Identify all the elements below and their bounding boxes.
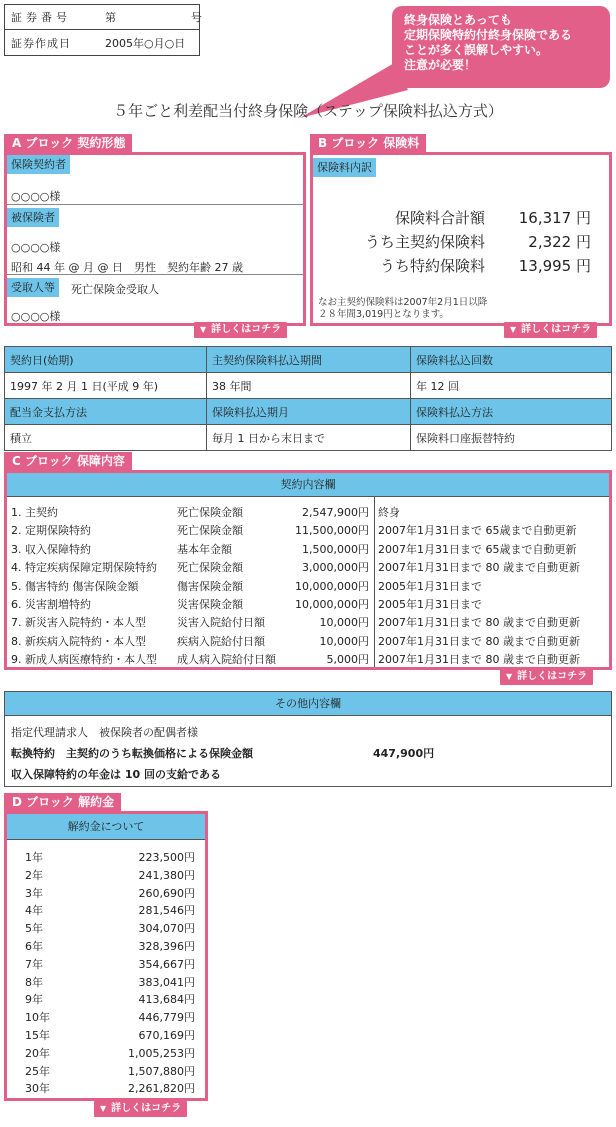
surrender-amount: 1,005,253円 (128, 1046, 195, 1060)
premium-row-label: うち特約保険料 (379, 257, 485, 275)
surrender-amount: 413,684円 (138, 993, 195, 1007)
surrender-amount: 354,667円 (138, 957, 195, 971)
callout-line: ことが多く誤解しやすい。 (404, 43, 549, 57)
table-cell: 毎月 1 日から末日まで (207, 425, 411, 451)
coverage-amount: 10,000,000円 (295, 579, 369, 593)
surrender-year: 6年 (25, 940, 43, 953)
income-rider-note: 収入保障特約の年金は 10 回の支給である (11, 768, 221, 781)
block-c-details-link[interactable] (500, 669, 593, 685)
certificate-date-row (5, 30, 199, 55)
surrender-year: 2年 (25, 868, 43, 882)
surrender-row (7, 1009, 205, 1026)
coverage-type: 傷害保険金額 (177, 579, 243, 593)
insured-section (7, 205, 303, 275)
coverage-name: 2. 定期保険特約 (11, 524, 91, 538)
surrender-row (7, 1045, 205, 1062)
callout-line: 定期保険特約付終身保険である (404, 28, 573, 42)
coverage-row (7, 594, 609, 612)
surrender-row (7, 991, 205, 1008)
premium-note-line: なお主契約保険料は2007年2月1日以降 (318, 297, 488, 308)
insured-label: 被保険者 (7, 208, 59, 227)
coverage-term: 2007年1月31日まで 80 歳まで自動更新 (378, 561, 580, 575)
certificate-number-label: 証券番号 (11, 11, 71, 24)
table-row (5, 399, 612, 425)
table-cell: 38 年間 (207, 373, 411, 399)
surrender-amount: 670,169円 (138, 1029, 195, 1042)
surrender-row (7, 885, 205, 902)
certificate-date-label: 証券作成日 (11, 36, 71, 50)
surrender-amount: 446,779円 (138, 1011, 195, 1025)
certificate-header (4, 4, 200, 56)
coverage-amount: 1,500,000円 (302, 542, 369, 556)
coverage-header: 契約内容欄 (7, 473, 609, 497)
surrender-amount: 260,690円 (138, 886, 195, 900)
surrender-year: 25年 (25, 1064, 50, 1078)
premium-total-row (313, 207, 609, 227)
insured-name: ○○○○様 (11, 241, 61, 254)
certificate-date-value: 2005年○月○日 (105, 36, 186, 50)
surrender-year: 30年 (25, 1082, 50, 1096)
surrender-amount: 281,546円 (138, 904, 195, 918)
table-cell: 1997 年 2 月 1 日(平成 9 年) (5, 373, 207, 399)
premium-row-value: 16,317 円 (518, 209, 591, 227)
certificate-number-row (5, 5, 202, 30)
premium-note (318, 297, 487, 321)
coverage-term: 2007年1月31日まで 65歳まで自動更新 (378, 542, 577, 556)
other-content-box (4, 691, 612, 787)
callout-line: 終身保険とあっても (404, 13, 512, 27)
surrender-year: 20年 (25, 1046, 50, 1060)
surrender-row (7, 1080, 205, 1097)
coverage-name: 7. 新災害入院特約・本人型 (11, 616, 146, 630)
surrender-row (7, 956, 205, 973)
table-cell: 年 12 回 (411, 373, 612, 399)
surrender-year: 10年 (25, 1011, 50, 1025)
coverage-name: 6. 災害割増特約 (11, 598, 91, 611)
coverage-row (7, 631, 609, 649)
surrender-amount: 328,396円 (138, 940, 195, 953)
block-d-label: D ブロック 解約金 (4, 793, 121, 811)
surrender-amount: 1,507,880円 (128, 1064, 195, 1078)
coverage-amount: 2,547,900円 (302, 506, 369, 519)
surrender-row (7, 938, 205, 955)
surrender-amount: 223,500円 (138, 851, 195, 864)
coverage-type: 死亡保険金額 (177, 524, 243, 538)
coverage-row (7, 502, 609, 520)
premium-row-label: うち主契約保険料 (364, 233, 485, 251)
warning-callout (392, 6, 610, 88)
coverage-name: 4. 特定疾病保障定期保険特約 (11, 561, 157, 575)
coverage-term: 2007年1月31日まで 80 歳まで自動更新 (378, 634, 580, 648)
details-link-label: 詳しくはコチラ (211, 324, 282, 335)
block-a-contract-form (4, 152, 306, 326)
block-d-details-link[interactable] (94, 1101, 187, 1117)
coverage-amount: 10,000円 (319, 616, 369, 630)
triangle-down-icon: ▼ (506, 672, 513, 681)
surrender-year: 8年 (25, 975, 43, 989)
beneficiary-type: 死亡保険金受取人 (71, 283, 159, 296)
surrender-header: 解約金について (7, 814, 205, 840)
surrender-amount: 241,380円 (138, 868, 195, 882)
triangle-down-icon: ▼ (100, 1104, 107, 1113)
triangle-down-icon: ▼ (510, 325, 517, 334)
table-header-cell: 主契約保険料払込期間 (207, 347, 411, 373)
coverage-name: 1. 主契約 (11, 506, 58, 519)
surrender-row (7, 1063, 205, 1080)
coverage-term: 2005年1月31日まで (378, 598, 482, 611)
table-header-cell: 保険料払込期月 (207, 399, 411, 425)
surrender-year: 5年 (25, 922, 43, 936)
block-b-label: B ブロック 保険料 (310, 134, 426, 152)
coverage-row (7, 539, 609, 557)
coverage-row (7, 612, 609, 630)
policyholder-name: ○○○○様 (11, 190, 61, 203)
table-header-cell: 配当金支払方法 (5, 399, 207, 425)
coverage-term: 2005年1月31日まで (378, 579, 482, 593)
document-title: ５年ごと利差配当付終身保険（ステップ保険料払込方式） (113, 102, 503, 120)
table-header-cell: 契約日(始期) (5, 347, 207, 373)
surrender-row (7, 974, 205, 991)
premium-main-row (313, 231, 609, 251)
certificate-number-go: 号 (191, 11, 202, 24)
surrender-year: 7年 (25, 957, 43, 971)
premium-row-label: 保険料合計額 (394, 209, 485, 227)
block-b-premium (310, 152, 612, 326)
details-link-label: 詳しくはコチラ (521, 324, 592, 335)
surrender-row (7, 902, 205, 919)
surrender-year: 1年 (25, 851, 43, 864)
coverage-term: 2007年1月31日まで 80 歳まで自動更新 (378, 616, 580, 630)
policyholder-section (7, 155, 303, 205)
other-content-header: その他内容欄 (5, 692, 611, 716)
surrender-year: 9年 (25, 993, 43, 1007)
surrender-amount: 2,261,820円 (128, 1082, 195, 1096)
table-row (5, 425, 612, 451)
coverage-row (7, 649, 609, 667)
coverage-amount: 3,000,000円 (302, 561, 369, 575)
certificate-number-dai: 第 (105, 11, 116, 24)
table-cell: 保険料口座振替特約 (411, 425, 612, 451)
details-link-label: 詳しくはコチラ (517, 671, 588, 682)
block-b-details-link[interactable] (504, 322, 597, 338)
coverage-row (7, 520, 609, 538)
conversion-rider-label: 転換特約 主契約のうち転換価格による保険金額 (11, 747, 253, 760)
designated-proxy-line: 指定代理請求人 被保険者の配偶者様 (11, 726, 198, 739)
conversion-rider-value: 447,900円 (373, 747, 435, 760)
premium-rider-row (313, 255, 609, 275)
coverage-row (7, 557, 609, 575)
contract-info-table (4, 346, 612, 451)
coverage-type: 基本年金額 (177, 542, 232, 556)
block-c-coverage (4, 470, 612, 670)
coverage-type: 疾病入院給付日額 (177, 634, 265, 648)
coverage-amount: 10,000,000円 (295, 598, 369, 611)
surrender-amount: 383,041円 (138, 975, 195, 989)
block-d-surrender-value (4, 811, 208, 1101)
premium-breakdown-label: 保険料内訳 (313, 158, 376, 177)
block-a-label: A ブロック 契約形態 (4, 134, 132, 152)
coverage-amount: 5,000円 (326, 653, 369, 667)
block-a-details-link[interactable] (194, 322, 287, 338)
policyholder-label: 保険契約者 (7, 155, 70, 174)
table-row (5, 373, 612, 399)
insured-info: 昭和 44 年 @ 月 @ 日 男性 契約年齢 27 歳 (11, 261, 243, 274)
surrender-row (7, 920, 205, 937)
premium-row-value: 2,322 円 (528, 233, 591, 251)
table-cell: 積立 (5, 425, 207, 451)
surrender-row (7, 1027, 205, 1044)
beneficiary-section (7, 275, 303, 323)
coverage-name: 8. 新疾病入院特約・本人型 (11, 634, 146, 648)
beneficiary-label: 受取人等 (7, 278, 59, 297)
callout-line: 注意が必要！ (404, 58, 477, 72)
surrender-year: 3年 (25, 886, 43, 900)
surrender-row (7, 867, 205, 884)
coverage-row (7, 576, 609, 594)
coverage-name: 5. 傷害特約 傷害保険金額 (11, 579, 139, 593)
coverage-amount: 10,000円 (319, 634, 369, 648)
coverage-name: 3. 収入保障特約 (11, 542, 91, 556)
table-header-cell: 保険料払込方法 (411, 399, 612, 425)
coverage-term: 終身 (378, 506, 400, 519)
table-row (5, 347, 612, 373)
surrender-amount: 304,070円 (138, 922, 195, 936)
surrender-year: 15年 (25, 1029, 50, 1042)
coverage-term: 2007年1月31日まで 65歳まで自動更新 (378, 524, 577, 538)
coverage-type: 災害入院給付日額 (177, 616, 265, 630)
premium-row-value: 13,995 円 (518, 257, 591, 275)
table-header-cell: 保険料払込回数 (411, 347, 612, 373)
premium-note-line: ２８年間3,019円となります。 (318, 309, 449, 320)
block-c-label: C ブロック 保障内容 (4, 452, 132, 470)
surrender-row (7, 849, 205, 866)
coverage-term: 2007年1月31日まで 80 歳まで自動更新 (378, 653, 580, 667)
details-link-label: 詳しくはコチラ (111, 1103, 182, 1114)
surrender-year: 4年 (25, 904, 43, 918)
triangle-down-icon: ▼ (200, 325, 207, 334)
coverage-type: 死亡保険金額 (177, 506, 243, 519)
coverage-amount: 11,500,000円 (295, 524, 369, 538)
coverage-type: 成人病入院給付日額 (177, 653, 276, 667)
beneficiary-name: ○○○○様 (11, 310, 61, 323)
coverage-type: 死亡保険金額 (177, 561, 243, 575)
coverage-type: 災害保険金額 (177, 598, 243, 611)
coverage-name: 9. 新成人病医療特約・本人型 (11, 653, 157, 667)
